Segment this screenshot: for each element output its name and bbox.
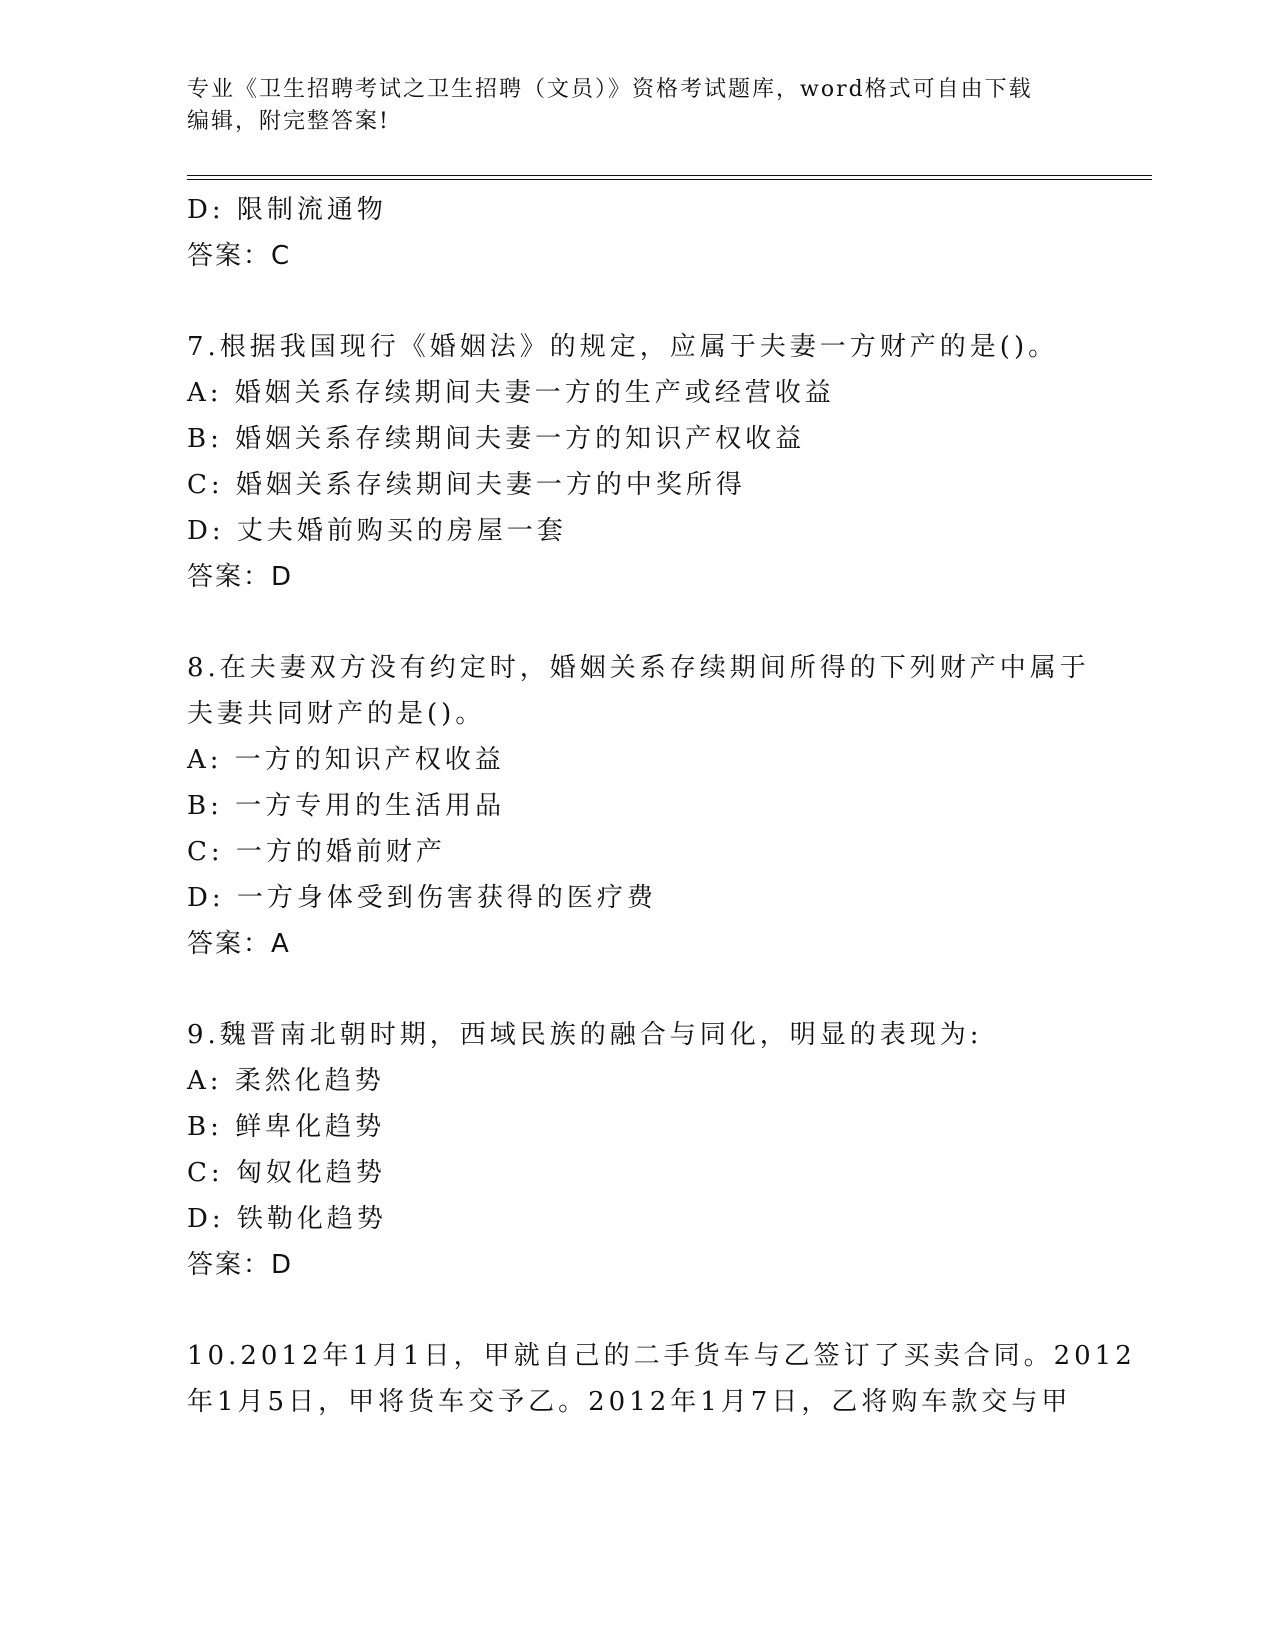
- option-d: D: 一方身体受到伤害获得的医疗费: [187, 883, 657, 913]
- option-c: C: 一方的婚前财产: [187, 837, 446, 867]
- question-list: [187, 187, 1136, 1425]
- option-a: A: 婚姻关系存续期间夫妻一方的生产或经营收益: [187, 378, 835, 408]
- question-9: [187, 1012, 1087, 1288]
- option-a: A: 柔然化趋势: [187, 1066, 385, 1096]
- spacer: [187, 967, 1087, 1012]
- answer-line: 答案：A: [187, 929, 291, 959]
- option-d: D: 铁勒化趋势: [187, 1204, 387, 1234]
- answer-line: 答案：D: [187, 1250, 294, 1280]
- question-10: [187, 1333, 1136, 1425]
- option-b: B: 鲜卑化趋势: [187, 1112, 386, 1142]
- option-b: B: 一方专用的生活用品: [187, 791, 506, 821]
- page-header: [187, 74, 1067, 138]
- answer-line: 答案：C: [187, 241, 292, 271]
- question-6-continued: [187, 187, 1087, 279]
- question-stem: 7.根据我国现行《婚姻法》的规定，应属于夫妻一方财产的是()。: [187, 332, 1059, 362]
- answer-line: 答案：D: [187, 562, 294, 592]
- question-7: [187, 324, 1087, 600]
- option-c: C: 婚姻关系存续期间夫妻一方的中奖所得: [187, 470, 746, 500]
- question-8: [187, 645, 1090, 967]
- header-line-2: 编辑，附完整答案!: [187, 109, 390, 134]
- header-divider: [187, 175, 1152, 180]
- option-a: A: 一方的知识产权收益: [187, 745, 505, 775]
- question-stem: 10.2012年1月1日，甲就自己的二手货车与乙签订了买卖合同。2012: [187, 1341, 1136, 1371]
- spacer: [187, 279, 1087, 324]
- option-d: D: 限制流通物: [187, 195, 387, 225]
- question-stem: 9.魏晋南北朝时期，西域民族的融合与同化，明显的表现为:: [187, 1020, 983, 1050]
- spacer: [187, 600, 1087, 645]
- spacer: [187, 1288, 1087, 1333]
- option-c: C: 匈奴化趋势: [187, 1158, 386, 1188]
- option-b: B: 婚姻关系存续期间夫妻一方的知识产权收益: [187, 424, 806, 454]
- question-stem-continued: 年1月5日，甲将货车交予乙。2012年1月7日，乙将购车款交与甲: [187, 1387, 1072, 1417]
- option-d: D: 丈夫婚前购买的房屋一套: [187, 516, 567, 546]
- question-stem: 8.在夫妻双方没有约定时，婚姻关系存续期间所得的下列财产中属于: [187, 653, 1090, 683]
- question-stem-continued: 夫妻共同财产的是()。: [187, 699, 486, 729]
- header-line-1: 专业《卫生招聘考试之卫生招聘（文员）》资格考试题库，word格式可自由下载: [187, 77, 1033, 102]
